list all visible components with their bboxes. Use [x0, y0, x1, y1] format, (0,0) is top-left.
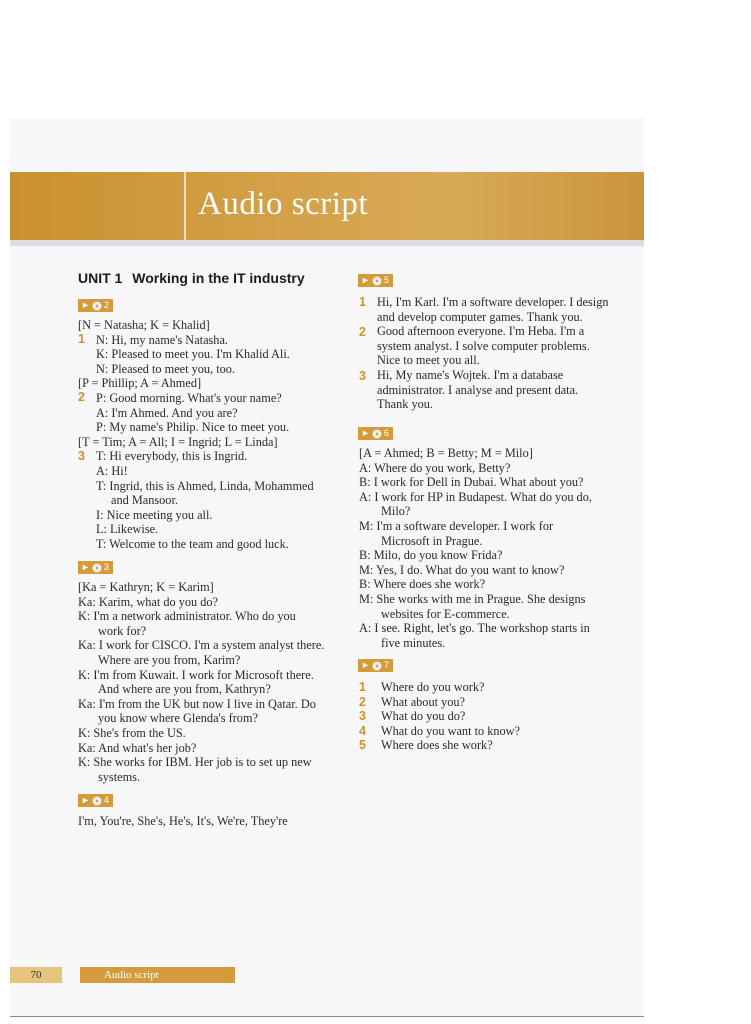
question-text: What about you? — [381, 694, 466, 709]
exchange-number: 1 — [78, 332, 85, 346]
question-text: What do you do? — [381, 709, 466, 724]
exchange-number: 2 — [78, 390, 85, 404]
script-line: P: My name's Philip. Nice to meet you. — [96, 420, 290, 435]
script-line: P: Good morning. What's your name? — [96, 390, 282, 405]
exchange-number: 2 — [359, 325, 366, 339]
question-text: Where do you work? — [381, 680, 485, 694]
script-line: five minutes. — [381, 635, 446, 650]
script-3 — [78, 580, 348, 784]
play-icon: ► — [361, 428, 370, 438]
script-line: A: I'm Ahmed. And you are? — [96, 405, 238, 420]
script-line: B: Where does she work? — [359, 577, 486, 592]
script-line: and develop computer games. Thank you. — [377, 309, 583, 324]
page-number: 70 — [10, 967, 62, 983]
track-tag-5[interactable] — [358, 274, 393, 287]
script-line: Ka: I'm from the UK but now I live in Qatar. Do — [78, 696, 316, 711]
title-banner — [10, 172, 644, 240]
unit-heading — [78, 270, 305, 286]
script-line: A: I work for HP in Budapest. What do you do, — [359, 489, 592, 504]
cd-icon — [372, 276, 382, 286]
unit-number: UNIT 1 — [78, 270, 123, 286]
script-line: Ka: Karim, what do you do? — [78, 594, 219, 609]
script-line: and Mansoor. — [111, 493, 178, 508]
exchange-number: 3 — [78, 449, 85, 463]
script-line: websites for E-commerce. — [381, 606, 510, 621]
exchange-number: 1 — [359, 295, 366, 309]
cd-icon — [92, 796, 102, 806]
question-item — [359, 724, 621, 739]
script-line: Hi, My name's Wojtek. I'm a database — [377, 367, 564, 382]
script-line: T: Hi everybody, this is Ingrid. — [96, 449, 248, 464]
script-5 — [377, 295, 639, 412]
script-line: N: Hi, my name's Natasha. — [96, 332, 228, 347]
page-title: Audio script — [198, 186, 369, 222]
script-line: K: I'm a network administrator. Who do you — [78, 609, 296, 624]
script-line: work for? — [98, 623, 147, 638]
exchange-number: 3 — [359, 369, 366, 383]
script-line: Hi, I'm Karl. I'm a software developer. I design — [377, 295, 609, 309]
cd-icon — [92, 563, 102, 573]
script-line: M: Yes, I do. What do you want to know? — [359, 562, 565, 577]
script-line: A: I see. Right, let's go. The workshop starts in — [359, 621, 590, 636]
script-line: [Ka = Kathryn; K = Karim] — [78, 580, 214, 594]
script-line: administrator. I analyse and present data. — [377, 382, 579, 397]
script-line: Good afternoon everyone. I'm Heba. I'm a — [377, 324, 585, 339]
script-line: K: I'm from Kuwait. I work for Microsoft there. — [78, 667, 314, 682]
script-line: K: She works for IBM. Her job is to set up new — [78, 755, 312, 770]
script-line: B: I work for Dell in Dubai. What about you? — [359, 475, 584, 490]
script-line: T: Ingrid, this is Ahmed, Linda, Mohammed — [96, 478, 314, 493]
play-icon: ► — [81, 562, 90, 572]
question-item — [359, 680, 621, 695]
play-icon: ► — [81, 795, 90, 805]
question-number: 2 — [359, 694, 366, 709]
script-7 — [359, 680, 621, 753]
script-line: And where are you from, Kathryn? — [98, 682, 271, 697]
script-4 — [78, 814, 348, 829]
script-line: M: She works with me in Prague. She designs — [359, 591, 586, 606]
script-line: N: Pleased to meet you, too. — [96, 361, 236, 376]
question-number: 5 — [359, 738, 366, 753]
script-line: Ka: I work for CISCO. I'm a system analyst there. — [78, 638, 325, 653]
question-text: Where does she work? — [381, 738, 493, 753]
banner-underline — [10, 240, 644, 246]
track-tag-6[interactable] — [358, 427, 393, 440]
question-text: What do you want to know? — [381, 723, 520, 738]
question-item — [359, 695, 621, 710]
track-tag-4[interactable] — [78, 794, 113, 807]
footer-section-label: Audio script — [80, 967, 235, 983]
script-line: A: Hi! — [96, 463, 128, 478]
cd-icon — [92, 301, 102, 311]
script-line: [A = Ahmed; B = Betty; M = Milo] — [359, 446, 533, 460]
cd-icon — [372, 429, 382, 439]
track-tag-2[interactable] — [78, 299, 113, 312]
track-number: 3 — [103, 562, 109, 572]
unit-title: Working in the IT industry — [132, 270, 305, 286]
script-line: systems. — [98, 769, 141, 784]
play-icon: ► — [81, 300, 90, 310]
banner-divider — [184, 172, 186, 240]
script-line: Thank you. — [377, 397, 434, 412]
script-6 — [359, 446, 641, 650]
question-number: 1 — [359, 680, 366, 694]
script-line: Milo? — [381, 504, 411, 519]
question-item — [359, 738, 621, 753]
script-line: Ka: And what's her job? — [78, 740, 197, 755]
script-line: Nice to meet you all. — [377, 353, 480, 368]
script-line: K: She's from the US. — [78, 725, 186, 740]
script-line: [N = Natasha; K = Khalid] — [78, 318, 210, 332]
play-icon: ► — [361, 275, 370, 285]
track-number: 7 — [383, 660, 389, 670]
question-number: 4 — [359, 723, 366, 738]
question-item — [359, 709, 621, 724]
question-number: 3 — [359, 709, 366, 724]
script-line: I: Nice meeting you all. — [96, 507, 213, 522]
track-tag-3[interactable] — [78, 561, 113, 574]
script-line: [T = Tim; A = All; I = Ingrid; L = Linda] — [78, 434, 278, 449]
script-line: A: Where do you work, Betty? — [359, 460, 511, 475]
bottom-rule — [10, 1016, 644, 1017]
script-line: K: Pleased to meet you. I'm Khalid Ali. — [96, 347, 290, 362]
script-line: B: Milo, do you know Frida? — [359, 548, 503, 563]
script-line: L: Likewise. — [96, 522, 159, 537]
script-line: Microsoft in Prague. — [381, 533, 483, 548]
play-icon: ► — [361, 660, 370, 670]
script-line: M: I'm a software developer. I work for — [359, 518, 554, 533]
script-line: T: Welcome to the team and good luck. — [96, 536, 289, 551]
track-number: 4 — [103, 795, 109, 805]
script-2 — [78, 318, 348, 552]
script-line: I'm, You're, She's, He's, It's, We're, They're — [78, 814, 288, 828]
track-number: 2 — [103, 300, 109, 310]
script-line: system analyst. I solve computer problems. — [377, 338, 590, 353]
track-number: 6 — [383, 428, 389, 438]
script-line: you know where Glenda's from? — [98, 711, 258, 726]
script-line: Where are you from, Karim? — [98, 652, 241, 667]
track-number: 5 — [383, 275, 389, 285]
track-tag-7[interactable] — [358, 659, 393, 672]
cd-icon — [372, 661, 382, 671]
script-line: [P = Phillip; A = Ahmed] — [78, 376, 202, 391]
